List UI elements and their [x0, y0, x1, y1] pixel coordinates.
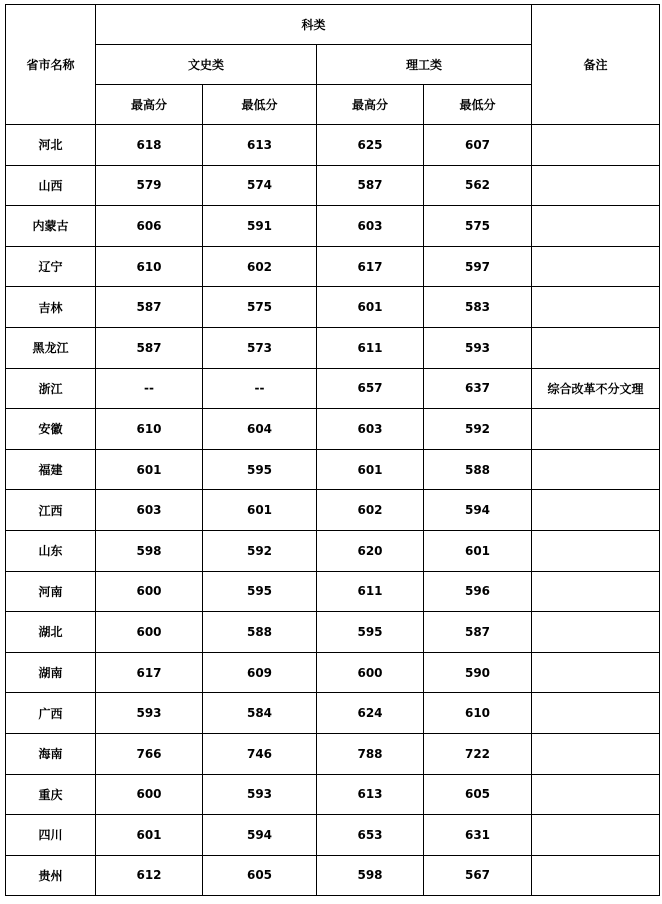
arts-max-cell: --: [96, 368, 203, 409]
science-min-cell: 592: [424, 409, 532, 450]
remark-cell: [532, 327, 660, 368]
arts-max-cell: 593: [96, 693, 203, 734]
science-max-cell: 600: [317, 652, 424, 693]
remark-cell: [532, 449, 660, 490]
arts-min-cell: 575: [203, 287, 317, 328]
remark-cell: [532, 530, 660, 571]
science-max-cell: 602: [317, 490, 424, 531]
science-min-cell: 722: [424, 733, 532, 774]
header-category: 科类: [96, 5, 532, 45]
arts-max-cell: 600: [96, 571, 203, 612]
arts-max-cell: 601: [96, 815, 203, 856]
arts-min-cell: --: [203, 368, 317, 409]
header-row-category: [6, 5, 660, 45]
province-cell: 安徽: [6, 409, 96, 450]
arts-min-cell: 602: [203, 246, 317, 287]
remark-cell: [532, 571, 660, 612]
science-max-cell: 624: [317, 693, 424, 734]
header-arts-min: 最低分: [203, 85, 317, 125]
arts-min-cell: 595: [203, 449, 317, 490]
remark-cell: [532, 855, 660, 896]
province-cell: 河南: [6, 571, 96, 612]
arts-min-cell: 593: [203, 774, 317, 815]
province-cell: 湖北: [6, 612, 96, 653]
header-science: 理工类: [317, 45, 532, 85]
header-remark: 备注: [532, 5, 660, 125]
arts-min-cell: 592: [203, 530, 317, 571]
arts-min-cell: 746: [203, 733, 317, 774]
science-max-cell: 620: [317, 530, 424, 571]
province-cell: 四川: [6, 815, 96, 856]
table-row: [6, 165, 660, 206]
arts-max-cell: 587: [96, 327, 203, 368]
table-row: [6, 206, 660, 247]
table-row: [6, 530, 660, 571]
arts-min-cell: 573: [203, 327, 317, 368]
arts-min-cell: 613: [203, 125, 317, 166]
table-row: [6, 368, 660, 409]
science-max-cell: 601: [317, 449, 424, 490]
province-cell: 海南: [6, 733, 96, 774]
science-min-cell: 601: [424, 530, 532, 571]
arts-max-cell: 601: [96, 449, 203, 490]
province-cell: 辽宁: [6, 246, 96, 287]
province-cell: 广西: [6, 693, 96, 734]
header-science-max: 最高分: [317, 85, 424, 125]
science-max-cell: 611: [317, 571, 424, 612]
science-min-cell: 583: [424, 287, 532, 328]
science-max-cell: 595: [317, 612, 424, 653]
science-max-cell: 601: [317, 287, 424, 328]
arts-max-cell: 606: [96, 206, 203, 247]
science-max-cell: 788: [317, 733, 424, 774]
arts-min-cell: 609: [203, 652, 317, 693]
table-row: [6, 571, 660, 612]
table-row: [6, 246, 660, 287]
table-row: [6, 125, 660, 166]
arts-min-cell: 594: [203, 815, 317, 856]
arts-max-cell: 603: [96, 490, 203, 531]
table-row: [6, 612, 660, 653]
province-cell: 浙江: [6, 368, 96, 409]
province-cell: 吉林: [6, 287, 96, 328]
arts-max-cell: 600: [96, 774, 203, 815]
header-liberal-arts: 文史类: [96, 45, 317, 85]
table-row: [6, 327, 660, 368]
science-min-cell: 610: [424, 693, 532, 734]
arts-min-cell: 588: [203, 612, 317, 653]
science-min-cell: 597: [424, 246, 532, 287]
remark-cell: [532, 693, 660, 734]
arts-min-cell: 601: [203, 490, 317, 531]
province-cell: 内蒙古: [6, 206, 96, 247]
header-province: 省市名称: [6, 5, 96, 125]
science-min-cell: 562: [424, 165, 532, 206]
science-max-cell: 611: [317, 327, 424, 368]
science-max-cell: 587: [317, 165, 424, 206]
remark-cell: [532, 652, 660, 693]
science-min-cell: 607: [424, 125, 532, 166]
province-cell: 山西: [6, 165, 96, 206]
table-row: [6, 409, 660, 450]
arts-max-cell: 766: [96, 733, 203, 774]
arts-max-cell: 617: [96, 652, 203, 693]
table-row: [6, 855, 660, 896]
remark-cell: [532, 206, 660, 247]
remark-cell: [532, 287, 660, 328]
remark-cell: [532, 733, 660, 774]
table-header: [6, 5, 660, 125]
province-cell: 贵州: [6, 855, 96, 896]
province-cell: 河北: [6, 125, 96, 166]
remark-cell: [532, 490, 660, 531]
province-cell: 重庆: [6, 774, 96, 815]
science-max-cell: 598: [317, 855, 424, 896]
header-science-min: 最低分: [424, 85, 532, 125]
arts-max-cell: 598: [96, 530, 203, 571]
science-max-cell: 625: [317, 125, 424, 166]
table-row: [6, 449, 660, 490]
science-min-cell: 594: [424, 490, 532, 531]
admission-score-table: [5, 4, 660, 896]
remark-cell: [532, 409, 660, 450]
arts-min-cell: 584: [203, 693, 317, 734]
arts-min-cell: 605: [203, 855, 317, 896]
arts-max-cell: 579: [96, 165, 203, 206]
science-min-cell: 588: [424, 449, 532, 490]
science-min-cell: 596: [424, 571, 532, 612]
arts-max-cell: 587: [96, 287, 203, 328]
remark-cell: [532, 165, 660, 206]
table-row: [6, 287, 660, 328]
science-min-cell: 590: [424, 652, 532, 693]
science-max-cell: 657: [317, 368, 424, 409]
header-arts-max: 最高分: [96, 85, 203, 125]
table-row: [6, 490, 660, 531]
arts-min-cell: 574: [203, 165, 317, 206]
science-max-cell: 603: [317, 206, 424, 247]
science-max-cell: 613: [317, 774, 424, 815]
science-min-cell: 567: [424, 855, 532, 896]
science-max-cell: 603: [317, 409, 424, 450]
science-max-cell: 653: [317, 815, 424, 856]
remark-cell: [532, 612, 660, 653]
arts-max-cell: 618: [96, 125, 203, 166]
remark-cell: [532, 815, 660, 856]
remark-cell: 综合改革不分文理: [532, 368, 660, 409]
arts-max-cell: 612: [96, 855, 203, 896]
province-cell: 黑龙江: [6, 327, 96, 368]
arts-min-cell: 604: [203, 409, 317, 450]
science-max-cell: 617: [317, 246, 424, 287]
science-min-cell: 605: [424, 774, 532, 815]
table-body: [6, 125, 660, 896]
province-cell: 江西: [6, 490, 96, 531]
table-row: [6, 693, 660, 734]
science-min-cell: 631: [424, 815, 532, 856]
arts-max-cell: 600: [96, 612, 203, 653]
remark-cell: [532, 125, 660, 166]
science-min-cell: 637: [424, 368, 532, 409]
province-cell: 山东: [6, 530, 96, 571]
arts-min-cell: 591: [203, 206, 317, 247]
remark-cell: [532, 774, 660, 815]
table-row: [6, 652, 660, 693]
remark-cell: [532, 246, 660, 287]
province-cell: 湖南: [6, 652, 96, 693]
science-min-cell: 587: [424, 612, 532, 653]
science-min-cell: 593: [424, 327, 532, 368]
table-row: [6, 774, 660, 815]
table-row: [6, 733, 660, 774]
arts-max-cell: 610: [96, 246, 203, 287]
table-row: [6, 815, 660, 856]
science-min-cell: 575: [424, 206, 532, 247]
arts-max-cell: 610: [96, 409, 203, 450]
province-cell: 福建: [6, 449, 96, 490]
arts-min-cell: 595: [203, 571, 317, 612]
